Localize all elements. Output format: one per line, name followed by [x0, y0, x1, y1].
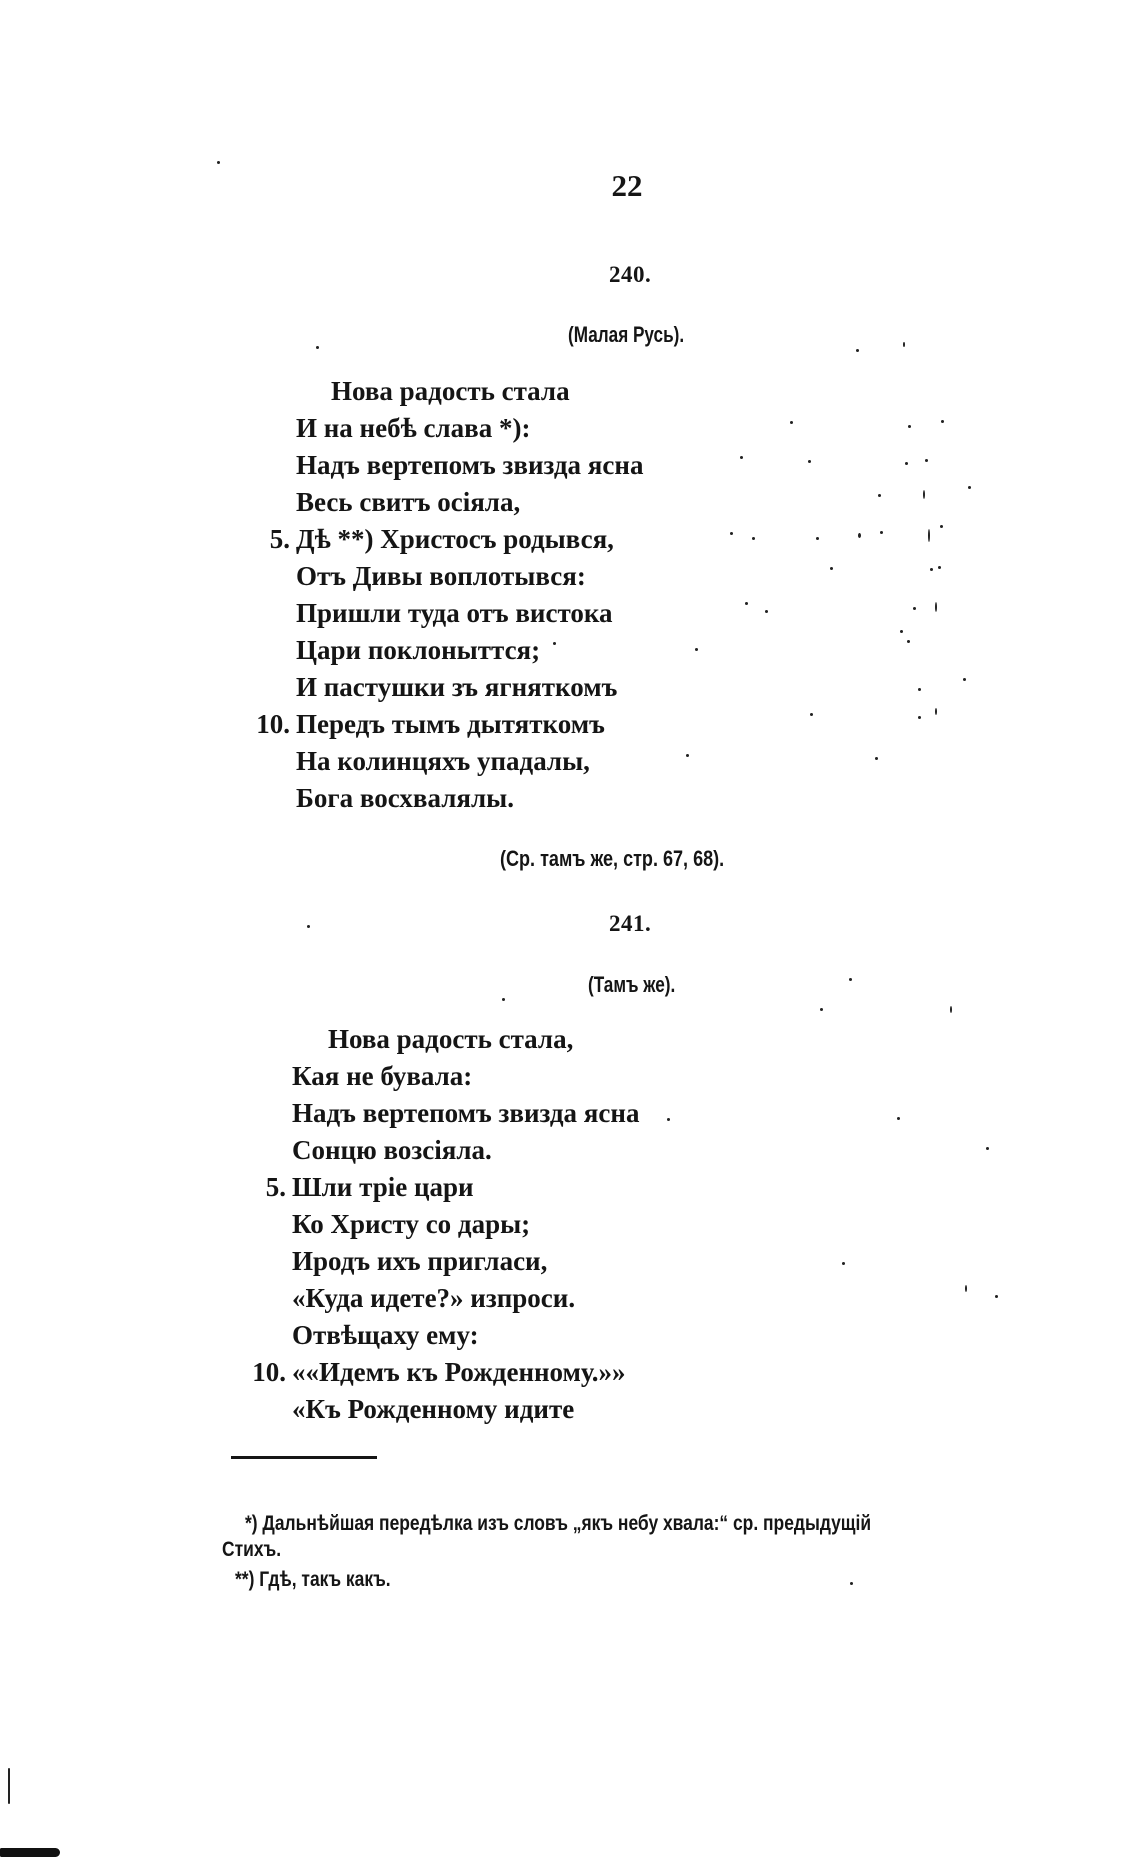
verse-line: Сонцю возсіяла. [292, 1135, 492, 1165]
song-number-241: 241. [609, 911, 652, 936]
scan-speck [307, 925, 310, 928]
scan-speck [928, 529, 930, 542]
verse-line: 10. ««Идемъ къ Рожденному.»» [252, 1357, 626, 1387]
song-place-241: (Тамъ же). [588, 972, 676, 997]
scan-edge-mark [0, 1848, 60, 1857]
verse-line: И пастушки зъ ягняткомъ [296, 672, 618, 702]
scan-speck [941, 420, 944, 423]
verse-line: Надъ вертепомъ звизда ясна [292, 1098, 640, 1128]
scan-speck [808, 460, 811, 463]
scan-speck [880, 531, 883, 534]
scan-speck [790, 421, 793, 424]
scan-speck [875, 757, 878, 760]
scan-speck [938, 566, 941, 569]
page-number: 22 [611, 168, 643, 203]
scan-speck [816, 537, 819, 540]
scan-speck [553, 642, 556, 645]
verse-line: Весь свитъ осіяла, [296, 487, 521, 517]
scan-speck [502, 998, 505, 1001]
scan-speck [850, 1582, 853, 1585]
scan-speck [842, 1262, 845, 1265]
verse-line: Отъ Дивы воплотывся: [296, 561, 586, 591]
scan-speck [925, 459, 928, 462]
scan-speck [950, 1006, 952, 1013]
scan-speck [765, 610, 768, 613]
scan-speck [810, 713, 813, 716]
scan-speck [913, 607, 916, 610]
verse-line: На колинцяхъ упадалы, [296, 746, 590, 776]
verse-line: Нова радость стала [331, 376, 570, 406]
scan-speck [695, 648, 698, 651]
verse-line: 5. Дѣ **) Христосъ родывся, [269, 524, 614, 554]
verse-line: 10. Передъ тымъ дытяткомъ [256, 709, 605, 739]
footnote-separator [231, 1456, 377, 1459]
verse-line: Кая не бувала: [292, 1061, 473, 1091]
verse-line: Бога восхвалялы. [296, 783, 514, 813]
verse-line: «Къ Рожденному идите [292, 1394, 575, 1424]
verse-line: Пришли туда отъ вистока [296, 598, 613, 628]
source-reference-240: (Ср. тамъ же, стр. 67, 68). [500, 846, 725, 871]
footnote-2: **) Гдѣ, такъ какъ. [235, 1568, 391, 1591]
footnote-1-continuation: Стихъ. [222, 1538, 282, 1561]
song-number-240: 240. [609, 262, 652, 287]
scan-speck [930, 568, 933, 571]
scan-speck [667, 1118, 670, 1121]
scan-speck [878, 494, 881, 497]
verse-line: Нова радость стала, [328, 1024, 574, 1054]
scan-speck [900, 630, 903, 633]
scan-speck [897, 1117, 900, 1120]
scan-speck [730, 532, 733, 535]
scan-speck [820, 1008, 823, 1011]
verse-line: И на небѣ слава *): [296, 413, 531, 443]
verse-line: 5. Шли тріе цари [265, 1172, 474, 1202]
scan-speck [923, 490, 925, 499]
scan-speck [830, 567, 833, 570]
song-place-240: (Малая Русь). [568, 322, 685, 347]
scan-speck [686, 754, 689, 757]
scan-speck [963, 678, 966, 681]
scan-speck [995, 1295, 998, 1298]
scan-speck [316, 346, 319, 349]
verse-line: Ко Христу со дары; [292, 1209, 531, 1239]
verse-line: Цари поклоныттся; [296, 635, 541, 665]
scan-speck [986, 1147, 989, 1150]
scan-speck [935, 602, 937, 612]
scan-speck [968, 486, 971, 489]
scan-speck [858, 533, 861, 538]
scan-speck [740, 456, 743, 459]
scan-speck [908, 425, 911, 428]
scan-speck [918, 688, 921, 691]
scan-speck [849, 978, 852, 981]
scan-edge-mark [8, 1768, 10, 1804]
scan-speck [935, 708, 937, 715]
footnote-1: *) Дальнѣйшая передѣлка изъ словъ „якъ небу хвала:“ ср. предыдущій [245, 1512, 872, 1535]
scan-speck [907, 640, 910, 643]
scan-speck [745, 602, 748, 605]
scan-speck [905, 462, 908, 465]
scan-speck [918, 716, 921, 719]
scan-speck [965, 1285, 967, 1292]
scan-speck [856, 349, 859, 352]
verse-line: Иродъ ихъ пригласи, [292, 1246, 548, 1276]
scan-speck [752, 537, 755, 540]
scan-speck [217, 161, 220, 164]
scan-speck [940, 525, 943, 528]
scan-speck [903, 342, 905, 347]
verse-line: Надъ вертепомъ звизда ясна [296, 450, 644, 480]
verse-line: «Куда идете?» изпроси. [292, 1283, 576, 1313]
verse-line: Отвѣщаху ему: [292, 1320, 479, 1350]
